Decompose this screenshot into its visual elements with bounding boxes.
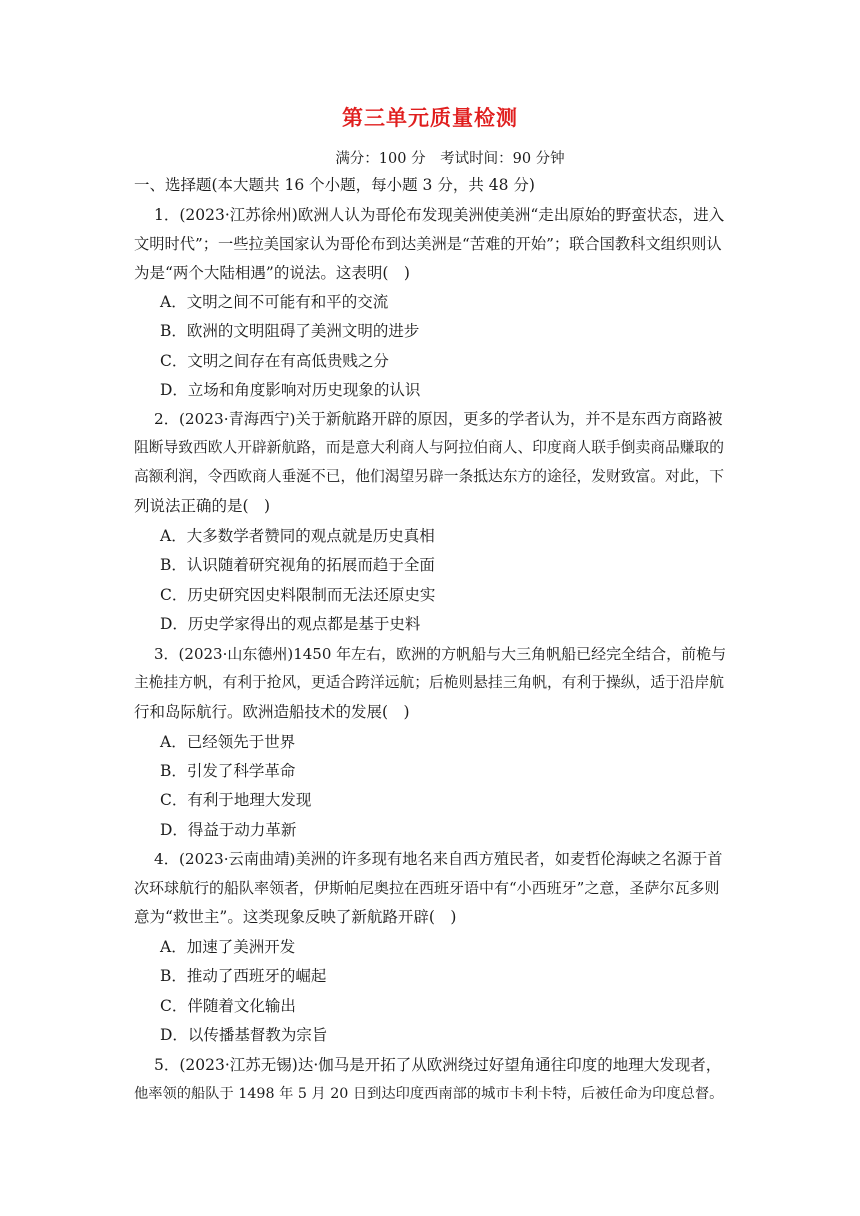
question-4-option-d: D．以传播基督教为宗旨 [160,1026,328,1044]
question-4-option-b: B．推动了西班牙的崛起 [160,967,327,985]
question-4-line: 意为“救世主”。这类现象反映了新航路开辟( ) [134,908,457,926]
question-1-option-b: B．欧洲的文明阻碍了美洲文明的进步 [160,322,420,340]
question-1-line: 文明时代”；一些拉美国家认为哥伦布到达美洲是“苦难的开始”；联合国教科文组织则认 [134,235,722,253]
question-2-line: 高额利润，令西欧商人垂涎不已，他们渴望另辟一条抵达东方的途径，发财致富。对此，下 [134,468,724,485]
question-2-option-a: A．大多数学者赞同的观点就是历史真相 [160,527,435,545]
question-4-option-a: A．加速了美洲开发 [160,938,296,956]
question-3-option-b: B．引发了科学革命 [160,762,296,780]
question-3-option-a: A．已经领先于世界 [160,733,296,751]
question-2-option-d: D．历史学家得出的观点都是基于史料 [160,615,421,633]
question-3-option-d: D．得益于动力革新 [160,821,297,839]
question-1-option-c: C．文明之间存在有高低贵贱之分 [160,352,389,370]
question-1-option-d: D．立场和角度影响对历史现象的认识 [160,381,421,399]
exam-meta: 满分：100 分 考试时间：90 分钟 [335,151,565,167]
question-1-line: 为是“两个大陆相遇”的说法。这表明( ) [134,264,410,282]
question-5-line: 5．(2023·江苏无锡)达·伽马是开拓了从欧洲绕过好望角通往印度的地理大发现者， [154,1056,722,1074]
question-2-line: 列说法正确的是( ) [134,497,271,515]
question-1-line: 1．(2023·江苏徐州)欧洲人认为哥伦布发现美洲使美洲“走出原始的野蛮状态，进入 [154,206,725,224]
question-2-line: 阻断导致西欧人开辟新航路，而是意大利商人与阿拉伯商人、印度商人联手倒卖商品赚取的 [134,439,724,456]
question-2-option-b: B．认识随着研究视角的拓展而趋于全面 [160,556,435,574]
question-4-line: 4．(2023·云南曲靖)美洲的许多现有地名来自西方殖民者，如麦哲伦海峡之名源于首 [154,850,723,868]
question-5-line: 他率领的船队于 1498 年 5 月 20 日到达印度西南部的城市卡利卡特，后被任命为印度总督。 [134,1086,724,1102]
question-3-line: 主桅挂方帆，有利于抢风，更适合跨洋远航；后桅则悬挂三角帆，有利于操纵，适于沿岸航 [134,674,724,691]
section-heading: 一、选择题(本大题共 16 个小题，每小题 3 分，共 48 分) [134,176,535,194]
question-3-line: 3．(2023·山东德州)1450 年左右，欧洲的方帆船与大三角帆船已经完全结合，前桅与 [154,645,727,663]
question-3-option-c: C．有利于地理大发现 [160,791,312,809]
question-1-option-a: A．文明之间不可能有和平的交流 [160,293,389,311]
question-4-option-c: C．伴随着文化输出 [160,997,296,1015]
question-4-line: 次环球航行的船队率领者，伊斯帕尼奥拉在西班牙语中有“小西班牙”之意，圣萨尔瓦多则 [134,879,720,897]
question-2-option-c: C．历史研究因史料限制而无法还原史实 [160,586,436,604]
question-2-line: 2．(2023·青海西宁)关于新航路开辟的原因，更多的学者认为，并不是东西方商路被 [154,410,723,428]
page-title: 第三单元质量检测 [342,106,518,130]
question-3-line: 行和岛际航行。欧洲造船技术的发展( ) [134,703,410,721]
